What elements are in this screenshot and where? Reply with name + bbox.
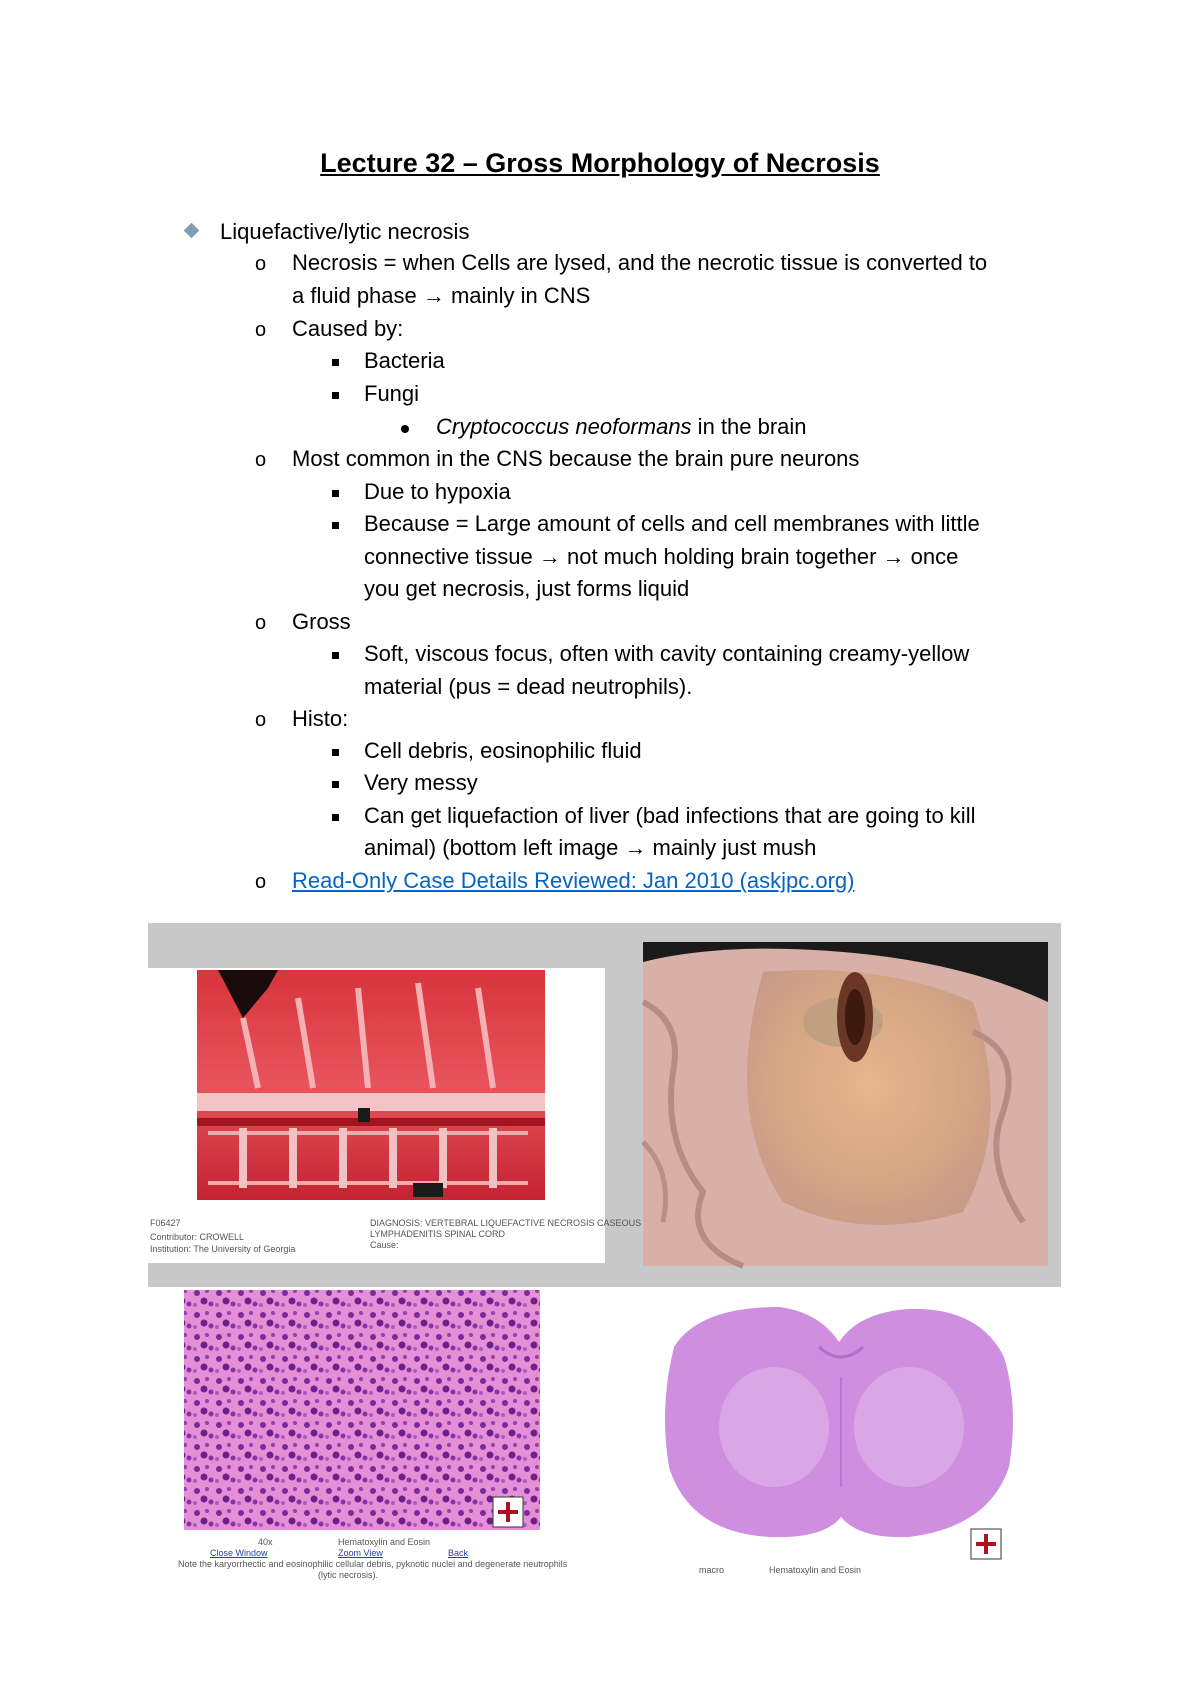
cause-fungi: Fungi [364, 381, 420, 406]
gross-description: material (pus = dead neutrophils). [364, 674, 693, 699]
brain-caption-stain: Hematoxylin and Eosin [769, 1565, 862, 1575]
square-bullet-icon [332, 652, 339, 659]
histo-item: animal) (bottom left image → mainly just mush [364, 835, 817, 860]
square-bullet-icon [332, 781, 339, 788]
histo-caption-magnification: 40x [258, 1537, 273, 1547]
most-common-line: Most common in the CNS because the brain pure neurons [292, 446, 860, 471]
species-location: in the brain [691, 414, 807, 439]
because-line: connective tissue → not much holding brain together → once [364, 544, 959, 569]
histo-caption-note: (lytic necrosis). [318, 1570, 379, 1580]
square-bullet-icon [332, 490, 339, 497]
spine-caption-institution: Institution: The University of Georgia [150, 1244, 296, 1254]
page-title: Lecture 32 – Gross Morphology of Necrosis [320, 148, 880, 178]
histo-item: Cell debris, eosinophilic fluid [364, 738, 642, 763]
brain-caption-magnification: macro [699, 1565, 725, 1575]
spine-caption-cause: Cause: [370, 1240, 399, 1250]
gross-description: Soft, viscous focus, often with cavity containing creamy-yellow [364, 641, 970, 666]
square-bullet-icon [332, 522, 339, 529]
zoom-view-link[interactable]: Zoom View [338, 1548, 383, 1558]
spine-caption-diagnosis: DIAGNOSIS: VERTEBRAL LIQUEFACTIVE NECROSIS CASEOUS [370, 1218, 642, 1228]
hypoxia-line: Due to hypoxia [364, 479, 511, 504]
histo-item: Very messy [364, 770, 478, 795]
circle-bullet-icon: o [255, 319, 267, 341]
definition-line: a fluid phase → mainly in CNS [292, 283, 591, 308]
cause-bacteria: Bacteria [364, 348, 445, 373]
square-bullet-icon [332, 814, 339, 821]
cryptococcus-line [436, 413, 807, 441]
spine-caption-diagnosis: LYMPHADENITIS SPINAL CORD [370, 1229, 506, 1239]
square-bullet-icon [332, 749, 339, 756]
histo-label: Histo: [292, 706, 349, 731]
brain-histology-photo [619, 1287, 1061, 1582]
histo-item: Can get liquefaction of liver (bad infections that are going to kill [364, 803, 976, 828]
spine-caption-contributor: Contributor: CROWELL [150, 1232, 245, 1242]
close-window-link[interactable]: Close Window [210, 1548, 268, 1558]
diamond-bullet-icon [184, 223, 200, 239]
section-heading: Liquefactive/lytic necrosis [220, 219, 470, 244]
circle-bullet-icon: o [255, 709, 267, 731]
gross-label: Gross [292, 609, 351, 634]
spine-caption-id: F06427 [150, 1218, 181, 1228]
caused-by-label: Caused by: [292, 316, 404, 341]
askjpc-link[interactable]: Read-Only Case Details Reviewed: Jan 2010 (askjpc.org) [292, 868, 855, 893]
circle-bullet-icon: o [255, 449, 267, 471]
circle-bullet-icon: o [255, 253, 267, 275]
square-bullet-icon [332, 359, 339, 366]
definition-line: Necrosis = when Cells are lysed, and the necrotic tissue is converted to [292, 250, 988, 275]
brain-gross-photo [643, 942, 1048, 1266]
dot-bullet-icon [401, 425, 409, 433]
brain-histology-figure [619, 1287, 1061, 1582]
spine-gross-figure [148, 968, 642, 1263]
circle-bullet-icon: o [255, 612, 267, 634]
because-line: you get necrosis, just forms liquid [364, 576, 690, 601]
histo-caption-stain: Hematoxylin and Eosin [338, 1537, 431, 1547]
square-bullet-icon [332, 392, 339, 399]
back-link[interactable]: Back [448, 1548, 469, 1558]
liver-histology-figure [148, 1287, 579, 1582]
brain-gross-figure [643, 942, 1048, 1266]
species-name: Cryptococcus neoformans [436, 414, 692, 439]
circle-bullet-icon: o [255, 871, 267, 893]
histo-caption-note: Note the karyorrhectic and eosinophilic cellular debris, pyknotic nuclei and degenerate neutrophils [178, 1559, 568, 1569]
because-line: Because = Large amount of cells and cell membranes with little [364, 511, 980, 536]
